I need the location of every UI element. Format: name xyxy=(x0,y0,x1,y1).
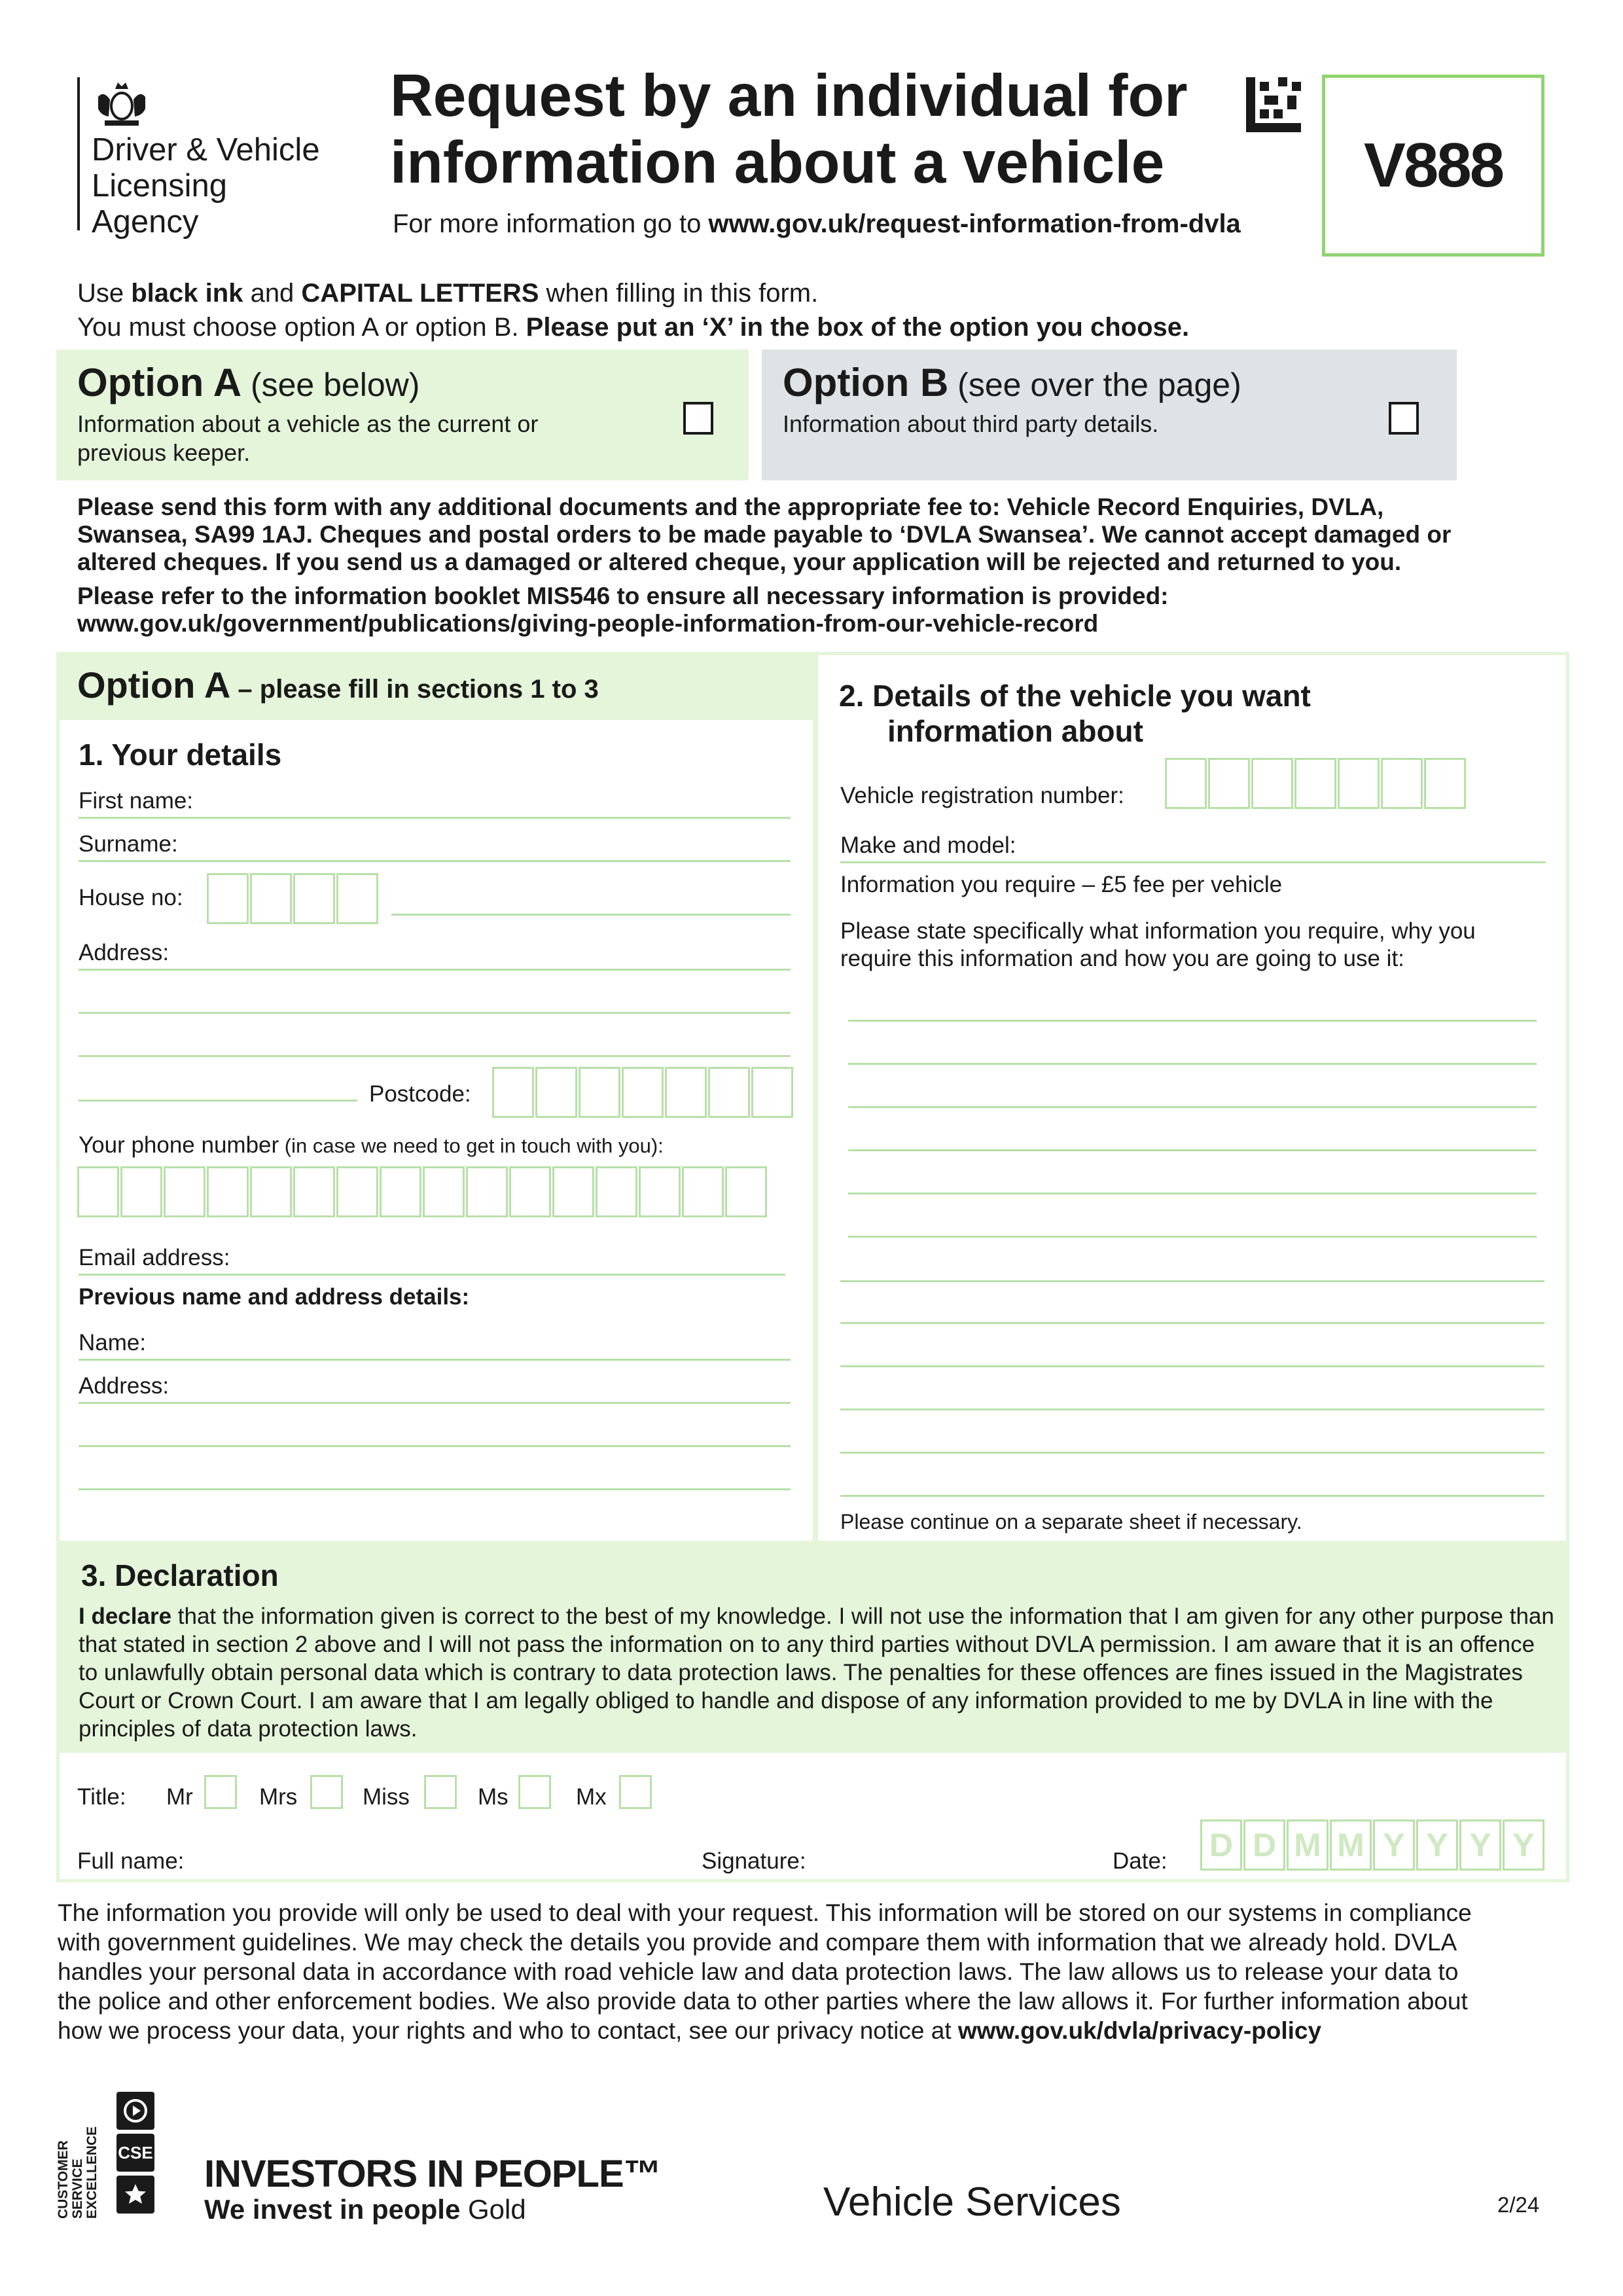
house-no-box[interactable] xyxy=(293,873,335,924)
information-line[interactable] xyxy=(848,1236,1537,1238)
title-miss-checkbox[interactable] xyxy=(424,1775,457,1809)
date-label: Date: xyxy=(1113,1848,1168,1874)
privacy-link[interactable]: www.gov.uk/dvla/privacy-policy xyxy=(957,2017,1322,2044)
full-name-field[interactable] xyxy=(195,1833,679,1872)
previous-name-field[interactable] xyxy=(79,1359,791,1361)
star-icon xyxy=(116,2176,154,2214)
option-a-panel xyxy=(56,350,749,480)
title-miss-label: Miss xyxy=(363,1784,410,1810)
registration-box[interactable] xyxy=(1208,758,1250,809)
option-a-heading xyxy=(77,361,419,406)
phone-box[interactable] xyxy=(207,1166,249,1217)
full-name-label: Full name: xyxy=(77,1848,185,1874)
phone-box[interactable] xyxy=(682,1166,724,1217)
registration-box[interactable] xyxy=(1424,758,1466,809)
intro-text: Use xyxy=(77,279,132,308)
house-no-box[interactable] xyxy=(336,873,378,924)
address-label: Address: xyxy=(79,940,169,965)
section-3-heading: 3. Declaration xyxy=(81,1558,279,1592)
title-line-2: information about a vehicle xyxy=(390,130,1165,196)
registration-box[interactable] xyxy=(1338,758,1380,809)
continue-note: Please continue on a separate sheet if necessary. xyxy=(840,1510,1302,1534)
phone-box[interactable] xyxy=(466,1166,508,1217)
more-info-link[interactable]: www.gov.uk/request-information-from-dvla xyxy=(708,209,1241,238)
title-mx-label: Mx xyxy=(576,1784,607,1810)
postcode-box[interactable] xyxy=(751,1067,793,1118)
column-divider xyxy=(813,652,818,1542)
information-line[interactable] xyxy=(840,1322,1544,1324)
form-title xyxy=(390,63,1188,196)
postcode-box[interactable] xyxy=(708,1067,750,1118)
send-instructions xyxy=(77,493,1484,637)
declaration-bold: I declare xyxy=(79,1604,172,1629)
phone-box[interactable] xyxy=(596,1166,637,1217)
option-b-title: Option B xyxy=(783,361,949,404)
title-line-1: Request by an individual for xyxy=(390,63,1188,129)
information-line[interactable] xyxy=(840,1495,1544,1497)
previous-details-heading: Previous name and address details: xyxy=(79,1284,470,1310)
house-no-box[interactable] xyxy=(250,873,292,924)
option-a-description: Information about a vehicle as the current or previous keeper. xyxy=(77,410,539,466)
title-mrs-label: Mrs xyxy=(259,1784,298,1810)
option-b-description: Information about third party details. xyxy=(783,410,1159,437)
title-ms-label: Ms xyxy=(478,1784,508,1810)
option-b-heading xyxy=(783,361,1241,406)
option-a-section-title xyxy=(77,664,599,711)
phone-note: (in case we need to get in touch with you): xyxy=(279,1134,664,1157)
phone-box[interactable] xyxy=(380,1166,421,1217)
iip-tagline-bold: We invest in people xyxy=(204,2194,461,2225)
title-mr-checkbox[interactable] xyxy=(204,1775,237,1809)
cse-badge-icon: CSE xyxy=(116,2134,154,2172)
first-name-label: First name: xyxy=(79,788,194,814)
postcode-box[interactable] xyxy=(535,1067,577,1118)
date-box[interactable]: Y xyxy=(1373,1820,1415,1871)
postcode-box[interactable] xyxy=(622,1067,664,1118)
section-2-heading-line-1: 2. Details of the vehicle you want xyxy=(839,679,1311,713)
option-a-section-header xyxy=(56,652,815,720)
section-a-subtitle: – please fill in sections 1 to 3 xyxy=(230,675,599,704)
date-box[interactable]: Y xyxy=(1459,1820,1501,1871)
section-a-title: Option A xyxy=(77,664,231,706)
phone-box[interactable] xyxy=(77,1166,119,1217)
address-field-line-3[interactable] xyxy=(79,1055,791,1057)
section-1-heading: 1. Your details xyxy=(79,738,282,772)
information-line[interactable] xyxy=(840,1452,1544,1454)
option-a-title: Option A xyxy=(77,361,242,404)
date-box[interactable]: Y xyxy=(1416,1820,1458,1871)
phone-box[interactable] xyxy=(725,1166,767,1217)
registration-box[interactable] xyxy=(1165,758,1207,809)
email-field[interactable] xyxy=(79,1274,785,1276)
privacy-notice xyxy=(58,1898,1497,2045)
previous-address-line-1[interactable] xyxy=(79,1402,791,1404)
information-line[interactable] xyxy=(848,1106,1537,1108)
date-box[interactable]: M xyxy=(1330,1820,1372,1871)
postcode-box[interactable] xyxy=(579,1067,620,1118)
information-line[interactable] xyxy=(848,1193,1537,1194)
page-number: 2/24 xyxy=(1497,2193,1540,2217)
email-label: Email address: xyxy=(79,1245,230,1270)
declaration-panel xyxy=(56,1541,1569,1753)
iip-tagline-level: Gold xyxy=(460,2194,526,2225)
agency-name xyxy=(92,132,320,240)
logo-divider xyxy=(77,77,80,230)
declaration-text xyxy=(79,1602,1558,1743)
previous-address-line-2[interactable] xyxy=(79,1445,791,1447)
play-icon xyxy=(116,2092,154,2130)
booklet-text: Please refer to the information booklet MIS546 to ensure all necessary information is provided: xyxy=(77,583,1169,609)
signature-label: Signature: xyxy=(702,1848,806,1874)
information-line[interactable] xyxy=(848,1149,1537,1151)
option-b-note: (see over the page) xyxy=(948,367,1241,403)
previous-name-label: Name: xyxy=(79,1330,147,1355)
title-mr-label: Mr xyxy=(166,1784,193,1810)
declaration-body: that the information given is correct to the best of my knowledge. I will not use the information that I am given for any other purpose than that stated in section 2 above and I will not pass the information on to any third parties without DVLA permission. I am aware that it is an offence to unlawfully obtain personal data which is contrary to data protection laws. The penalties for these offences are fines issued in the Magistrates Court or Crown Court. I am aware that I am legally obliged to handle and dispose of any information provided to me by DVLA in line with the principles of data protection laws. xyxy=(79,1604,1554,1742)
investors-in-people-logo: INVESTORS IN PEOPLE™ xyxy=(204,2153,661,2195)
intro-bold: CAPITAL LETTERS xyxy=(301,279,539,308)
house-no-label: House no: xyxy=(79,885,183,910)
more-info xyxy=(393,208,1241,240)
information-line[interactable] xyxy=(848,1063,1537,1065)
first-name-field[interactable] xyxy=(79,817,791,819)
option-b-panel xyxy=(762,350,1457,480)
information-required-label: Please state specifically what information you require, why you require this information and how you are going to use it: xyxy=(840,918,1476,971)
surname-field[interactable] xyxy=(79,860,791,862)
title-mx-checkbox[interactable] xyxy=(619,1775,652,1809)
phone-box[interactable] xyxy=(509,1166,551,1217)
privacy-text: The information you provide will only be used to deal with your request. This information will be stored on our systems in compliance with government guidelines. We may check the details you provide and compare them with information that we already hold. DVLA handles your personal data in accordance with road vehicle law and data protection laws. The law allows us to release your data to the police and other enforcement bodies. We also provide data to other parties where the law allows it. For further information about how we process your data, your rights and who to contact, see our privacy notice at xyxy=(58,1899,1472,2044)
phone-label xyxy=(79,1132,664,1159)
information-line[interactable] xyxy=(840,1365,1544,1367)
date-box[interactable]: M xyxy=(1287,1820,1329,1871)
make-model-label: Make and model: xyxy=(840,833,1016,858)
registration-label: Vehicle registration number: xyxy=(840,783,1124,808)
option-b-checkbox[interactable] xyxy=(1389,402,1419,435)
registration-box[interactable] xyxy=(1381,758,1423,809)
date-box[interactable]: D xyxy=(1243,1820,1285,1871)
phone-label-text: Your phone number xyxy=(79,1132,279,1158)
option-a-note: (see below) xyxy=(241,367,420,403)
phone-box[interactable] xyxy=(336,1166,378,1217)
cse-label: CUSTOMER SERVICE EXCELLENCE xyxy=(56,2126,99,2219)
postcode-box[interactable] xyxy=(665,1067,707,1118)
send-address-text: Please send this form with any additional documents and the appropriate fee to: Vehicle Record Enquiries, DVLA, Swansea, SA99 1AJ. Cheques and postal orders to be made payable to ‘DVLA Swansea’. We cannot accept damaged or altered cheques. If you send us a damaged or altered cheque, your application will be rejected and returned to you. xyxy=(77,493,1452,575)
postcode-label: Postcode: xyxy=(369,1081,471,1107)
intro-bold: Please put an ‘X’ in the box of the option you choose. xyxy=(526,313,1190,342)
previous-address-label: Address: xyxy=(79,1373,169,1399)
agency-line-3: Agency xyxy=(92,204,199,240)
investors-in-people-tagline xyxy=(204,2194,526,2225)
house-no-box[interactable] xyxy=(207,873,249,924)
more-info-prefix: For more information go to xyxy=(393,209,709,238)
barcode-icon xyxy=(1246,77,1301,132)
agency-line-1: Driver & Vehicle xyxy=(92,132,320,168)
section-2-heading xyxy=(839,678,1311,749)
date-box[interactable]: D xyxy=(1200,1820,1242,1871)
information-line[interactable] xyxy=(848,1020,1537,1022)
house-name-field[interactable] xyxy=(391,914,791,916)
address-field-line-1[interactable] xyxy=(79,969,791,971)
vehicle-services-label: Vehicle Services xyxy=(823,2179,1121,2225)
intro-instructions xyxy=(77,276,1189,344)
intro-bold: black ink xyxy=(131,279,243,308)
booklet-link[interactable]: www.gov.uk/government/publications/giving-people-information-from-our-vehicle-record xyxy=(77,610,1099,637)
section-2-heading-line-2: information about xyxy=(887,714,1143,748)
registration-box[interactable] xyxy=(1251,758,1293,809)
phone-box[interactable] xyxy=(423,1166,465,1217)
previous-address-line-3[interactable] xyxy=(79,1488,791,1490)
title-ms-checkbox[interactable] xyxy=(518,1775,551,1809)
phone-box[interactable] xyxy=(164,1166,205,1217)
signature-field[interactable] xyxy=(819,1833,1101,1872)
phone-box[interactable] xyxy=(293,1166,335,1217)
information-line[interactable] xyxy=(840,1280,1544,1282)
date-box[interactable]: Y xyxy=(1503,1820,1544,1871)
royal-crest-icon xyxy=(92,77,152,130)
phone-box[interactable] xyxy=(552,1166,594,1217)
phone-box[interactable] xyxy=(120,1166,162,1217)
registration-box[interactable] xyxy=(1294,758,1336,809)
intro-line-2 xyxy=(77,310,1189,344)
surname-label: Surname: xyxy=(79,831,178,857)
agency-line-2: Licensing xyxy=(92,168,228,204)
intro-line-1 xyxy=(77,276,1189,310)
form-code: V888 xyxy=(1322,75,1544,257)
phone-box[interactable] xyxy=(250,1166,292,1217)
address-field-line-4[interactable] xyxy=(79,1100,357,1102)
title-label: Title: xyxy=(77,1784,126,1810)
option-a-checkbox[interactable] xyxy=(683,402,713,435)
fee-label: Information you require – £5 fee per vehicle xyxy=(840,872,1283,897)
make-model-field[interactable] xyxy=(840,861,1546,863)
information-line[interactable] xyxy=(840,1408,1544,1410)
postcode-box[interactable] xyxy=(492,1067,534,1118)
intro-text: when filling in this form. xyxy=(539,279,819,308)
address-field-line-2[interactable] xyxy=(79,1012,791,1014)
phone-box[interactable] xyxy=(639,1166,681,1217)
intro-text: and xyxy=(243,279,302,308)
intro-text: You must choose option A or option B. xyxy=(77,313,526,342)
title-mrs-checkbox[interactable] xyxy=(310,1775,343,1809)
